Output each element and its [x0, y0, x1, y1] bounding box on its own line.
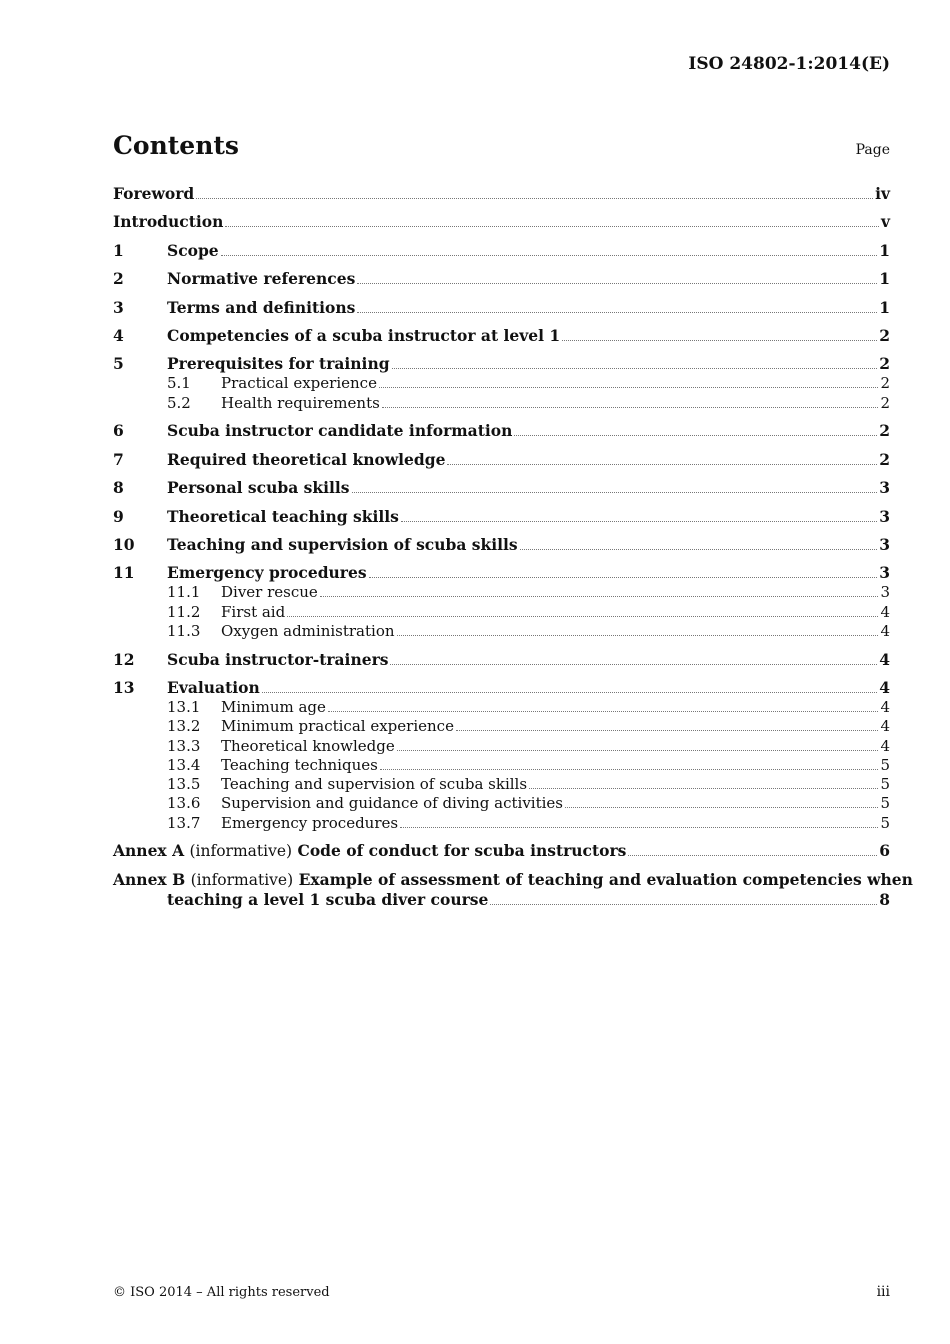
toc-entry-label: Terms and definitions: [167, 297, 356, 317]
toc-entry-page: 5: [880, 813, 890, 832]
toc-entry-page: 4: [880, 717, 890, 736]
toc-entry-number: 13.1: [167, 697, 201, 716]
dot-leader: [390, 664, 877, 665]
document-standard-id: ISO 24802-1:2014(E): [688, 54, 890, 74]
toc-entry-section-2[interactable]: [113, 269, 890, 289]
toc-entry-number: 10: [113, 534, 135, 554]
toc-entry-page: 3: [879, 478, 890, 498]
toc-entry-section-3[interactable]: [113, 298, 890, 318]
toc-entry-label: Evaluation: [167, 677, 260, 697]
dot-leader: [447, 464, 877, 465]
toc-entry-subsection-13.4[interactable]: [113, 756, 890, 775]
toc-entry-number: 11.3: [167, 621, 201, 640]
toc-entry-subsection-5.1[interactable]: [113, 374, 890, 393]
toc-entry-page: v: [880, 212, 890, 232]
toc-entry-number: 13: [113, 677, 135, 697]
toc-entry-page: 4: [880, 621, 890, 640]
toc-entry-page: 4: [879, 677, 890, 697]
annex-b-title-line2: teaching a level 1 scuba diver course: [167, 889, 489, 909]
toc-entry-subsection-13.5[interactable]: [113, 775, 890, 794]
dot-leader: [369, 577, 878, 578]
toc-entry-page: 6: [879, 841, 890, 861]
toc-entry-page: 3: [879, 563, 890, 583]
toc-entry-subsection-11.2[interactable]: [113, 603, 890, 622]
toc-entry-section-13[interactable]: [113, 678, 890, 698]
toc-entry-annex-b[interactable]: [113, 869, 913, 910]
toc-entry-page: 2: [879, 421, 890, 441]
toc-entry-label: Oxygen administration: [221, 621, 395, 640]
toc-entry-number: 11.1: [167, 583, 201, 602]
toc-entry-page: iv: [875, 184, 890, 203]
toc-entry-section-11[interactable]: [113, 563, 890, 583]
toc-entry-label: Theoretical knowledge: [221, 736, 395, 755]
toc-entry-number: 13.6: [167, 794, 201, 813]
toc-entry-number: 13.4: [167, 755, 201, 774]
toc-entry-annex-a[interactable]: [113, 841, 890, 861]
toc-entry-subsection-13.1[interactable]: [113, 698, 890, 717]
toc-entry-section-5[interactable]: [113, 354, 890, 374]
toc-entry-section-1[interactable]: [113, 241, 890, 261]
dot-leader: [565, 807, 878, 808]
toc-entry-section-9[interactable]: [113, 507, 890, 527]
toc-entry-label: Scuba instructor candidate information: [167, 421, 513, 441]
toc-entry-foreword[interactable]: [113, 184, 890, 204]
toc-entry-label: Emergency procedures: [221, 813, 399, 832]
toc-entry-page: 1: [879, 240, 890, 260]
toc-entry-label: Teaching and supervision of scuba skills: [167, 534, 518, 554]
toc-entry-number: 4: [113, 325, 124, 345]
toc-entry-subsection-13.3[interactable]: [113, 737, 890, 756]
toc-entry-introduction[interactable]: [113, 212, 890, 232]
toc-entry-label: First aid: [221, 602, 286, 621]
dot-leader: [287, 616, 878, 617]
toc-entry-number: 11.2: [167, 602, 201, 621]
dot-leader: [380, 769, 879, 770]
toc-entry-subsection-13.7[interactable]: [113, 814, 890, 833]
toc-entry-section-4[interactable]: [113, 326, 890, 346]
toc-sections: [113, 241, 890, 833]
dot-leader: [392, 368, 878, 369]
toc-entry-label: Minimum age: [221, 697, 326, 716]
toc-entry-number: 5: [113, 354, 124, 374]
dot-leader: [529, 788, 878, 789]
toc-entry-page: 1: [879, 297, 890, 317]
dot-leader: [456, 730, 879, 731]
dot-leader: [320, 596, 879, 597]
toc-entry-page: 5: [880, 794, 890, 813]
toc-entry-section-6[interactable]: [113, 421, 890, 441]
toc-entry-label: Emergency procedures: [167, 563, 367, 583]
annex-b-qualifier: (informative): [190, 870, 294, 889]
toc-entry-label: Foreword: [113, 184, 195, 203]
toc-entry-label: Personal scuba skills: [167, 478, 350, 498]
annex-a-prefix: Annex A: [113, 841, 185, 861]
dot-leader: [328, 711, 879, 712]
annex-a-qualifier: (informative): [189, 842, 293, 861]
dot-leader: [196, 198, 873, 199]
toc-entry-number: 2: [113, 269, 124, 289]
toc-entry-section-12[interactable]: [113, 650, 890, 670]
toc-entry-page: 4: [880, 736, 890, 755]
toc-entry-label: Required theoretical knowledge: [167, 449, 446, 469]
toc-entry-page: 3: [879, 534, 890, 554]
dot-leader: [397, 750, 879, 751]
toc-entry-label: Minimum practical experience: [221, 717, 454, 736]
toc-entry-page: 2: [880, 393, 890, 412]
toc-entry-number: 13.3: [167, 736, 201, 755]
toc-entry-label: Supervision and guidance of diving activities: [221, 794, 563, 813]
dot-leader: [382, 407, 879, 408]
toc-entry-number: 5.1: [167, 374, 191, 393]
toc-entry-page: 3: [880, 583, 890, 602]
toc-entry-page: 5: [880, 775, 890, 794]
toc-entry-number: 13.2: [167, 717, 201, 736]
dot-leader: [225, 226, 879, 227]
dot-leader: [628, 855, 877, 856]
toc-entry-number: 13.5: [167, 775, 201, 794]
toc-entry-label: Health requirements: [221, 393, 380, 412]
footer-page-number: iii: [876, 1284, 890, 1300]
toc-entry-subsection-13.6[interactable]: [113, 794, 890, 813]
footer-copyright: © ISO 2014 – All rights reserved: [113, 1285, 330, 1300]
toc-entry-page: 2: [879, 449, 890, 469]
dot-leader: [562, 340, 877, 341]
dot-leader: [520, 549, 878, 550]
toc-entry-number: 11: [113, 563, 135, 583]
dot-leader: [357, 312, 877, 313]
toc-entry-label: Normative references: [167, 269, 356, 289]
toc-entry-number: 8: [113, 478, 124, 498]
toc-entry-page: 1: [879, 269, 890, 289]
toc-entry-number: 6: [113, 421, 124, 441]
toc-entry-page: 4: [879, 649, 890, 669]
toc-entry-label: Teaching techniques: [221, 755, 378, 774]
toc-entry-label: Competencies of a scuba instructor at level 1: [167, 325, 561, 345]
toc-entry-label: Practical experience: [221, 374, 377, 393]
toc-entry-label: Prerequisites for training: [167, 354, 390, 374]
toc-entry-number: 1: [113, 240, 124, 260]
toc-entry-label: Scuba instructor-trainers: [167, 649, 389, 669]
toc-entry-label: Introduction: [113, 212, 224, 232]
dot-leader: [401, 521, 877, 522]
toc-entry-page: 2: [880, 374, 890, 393]
toc-entry-page: 2: [879, 354, 890, 374]
dot-leader: [400, 827, 878, 828]
toc-entry-number: 9: [113, 506, 124, 526]
table-of-contents: [113, 184, 913, 910]
dot-leader: [514, 435, 877, 436]
toc-entry-number: 13.7: [167, 813, 201, 832]
annex-a-title: Code of conduct for scuba instructors: [297, 841, 627, 861]
toc-entry-page: 4: [880, 602, 890, 621]
annex-b-prefix: Annex B: [113, 869, 186, 889]
toc-entry-number: 12: [113, 649, 135, 669]
dot-leader: [357, 283, 877, 284]
toc-entry-page: 8: [879, 889, 890, 909]
toc-entry-page: 5: [880, 755, 890, 774]
dot-leader: [262, 692, 877, 693]
toc-entry-label: Theoretical teaching skills: [167, 506, 399, 526]
dot-leader: [352, 492, 878, 493]
toc-entry-label: Diver rescue: [221, 583, 318, 602]
toc-entry-section-10[interactable]: [113, 535, 890, 555]
toc-entry-page: 3: [879, 506, 890, 526]
annex-b-title-line1: Example of assessment of teaching and evaluation competencies when: [298, 869, 913, 889]
toc-entry-subsection-5.2[interactable]: [113, 394, 890, 413]
toc-entry-subsection-11.1[interactable]: [113, 583, 890, 602]
dot-leader: [397, 635, 879, 636]
toc-entry-label: Scope: [167, 240, 219, 260]
toc-entry-number: 7: [113, 449, 124, 469]
toc-entry-subsection-13.2[interactable]: [113, 717, 890, 736]
dot-leader: [379, 387, 879, 388]
contents-title: Contents: [113, 131, 240, 160]
toc-entry-page: 4: [880, 697, 890, 716]
toc-entry-page: 2: [879, 325, 890, 345]
dot-leader: [221, 255, 878, 256]
toc-entry-subsection-11.3[interactable]: [113, 622, 890, 641]
toc-entry-number: 5.2: [167, 393, 191, 412]
dot-leader: [490, 904, 877, 905]
toc-entry-section-8[interactable]: [113, 478, 890, 498]
page-column-label: Page: [855, 142, 890, 158]
toc-entry-label: Teaching and supervision of scuba skills: [221, 775, 528, 794]
toc-entry-section-7[interactable]: [113, 450, 890, 470]
toc-entry-number: 3: [113, 297, 124, 317]
